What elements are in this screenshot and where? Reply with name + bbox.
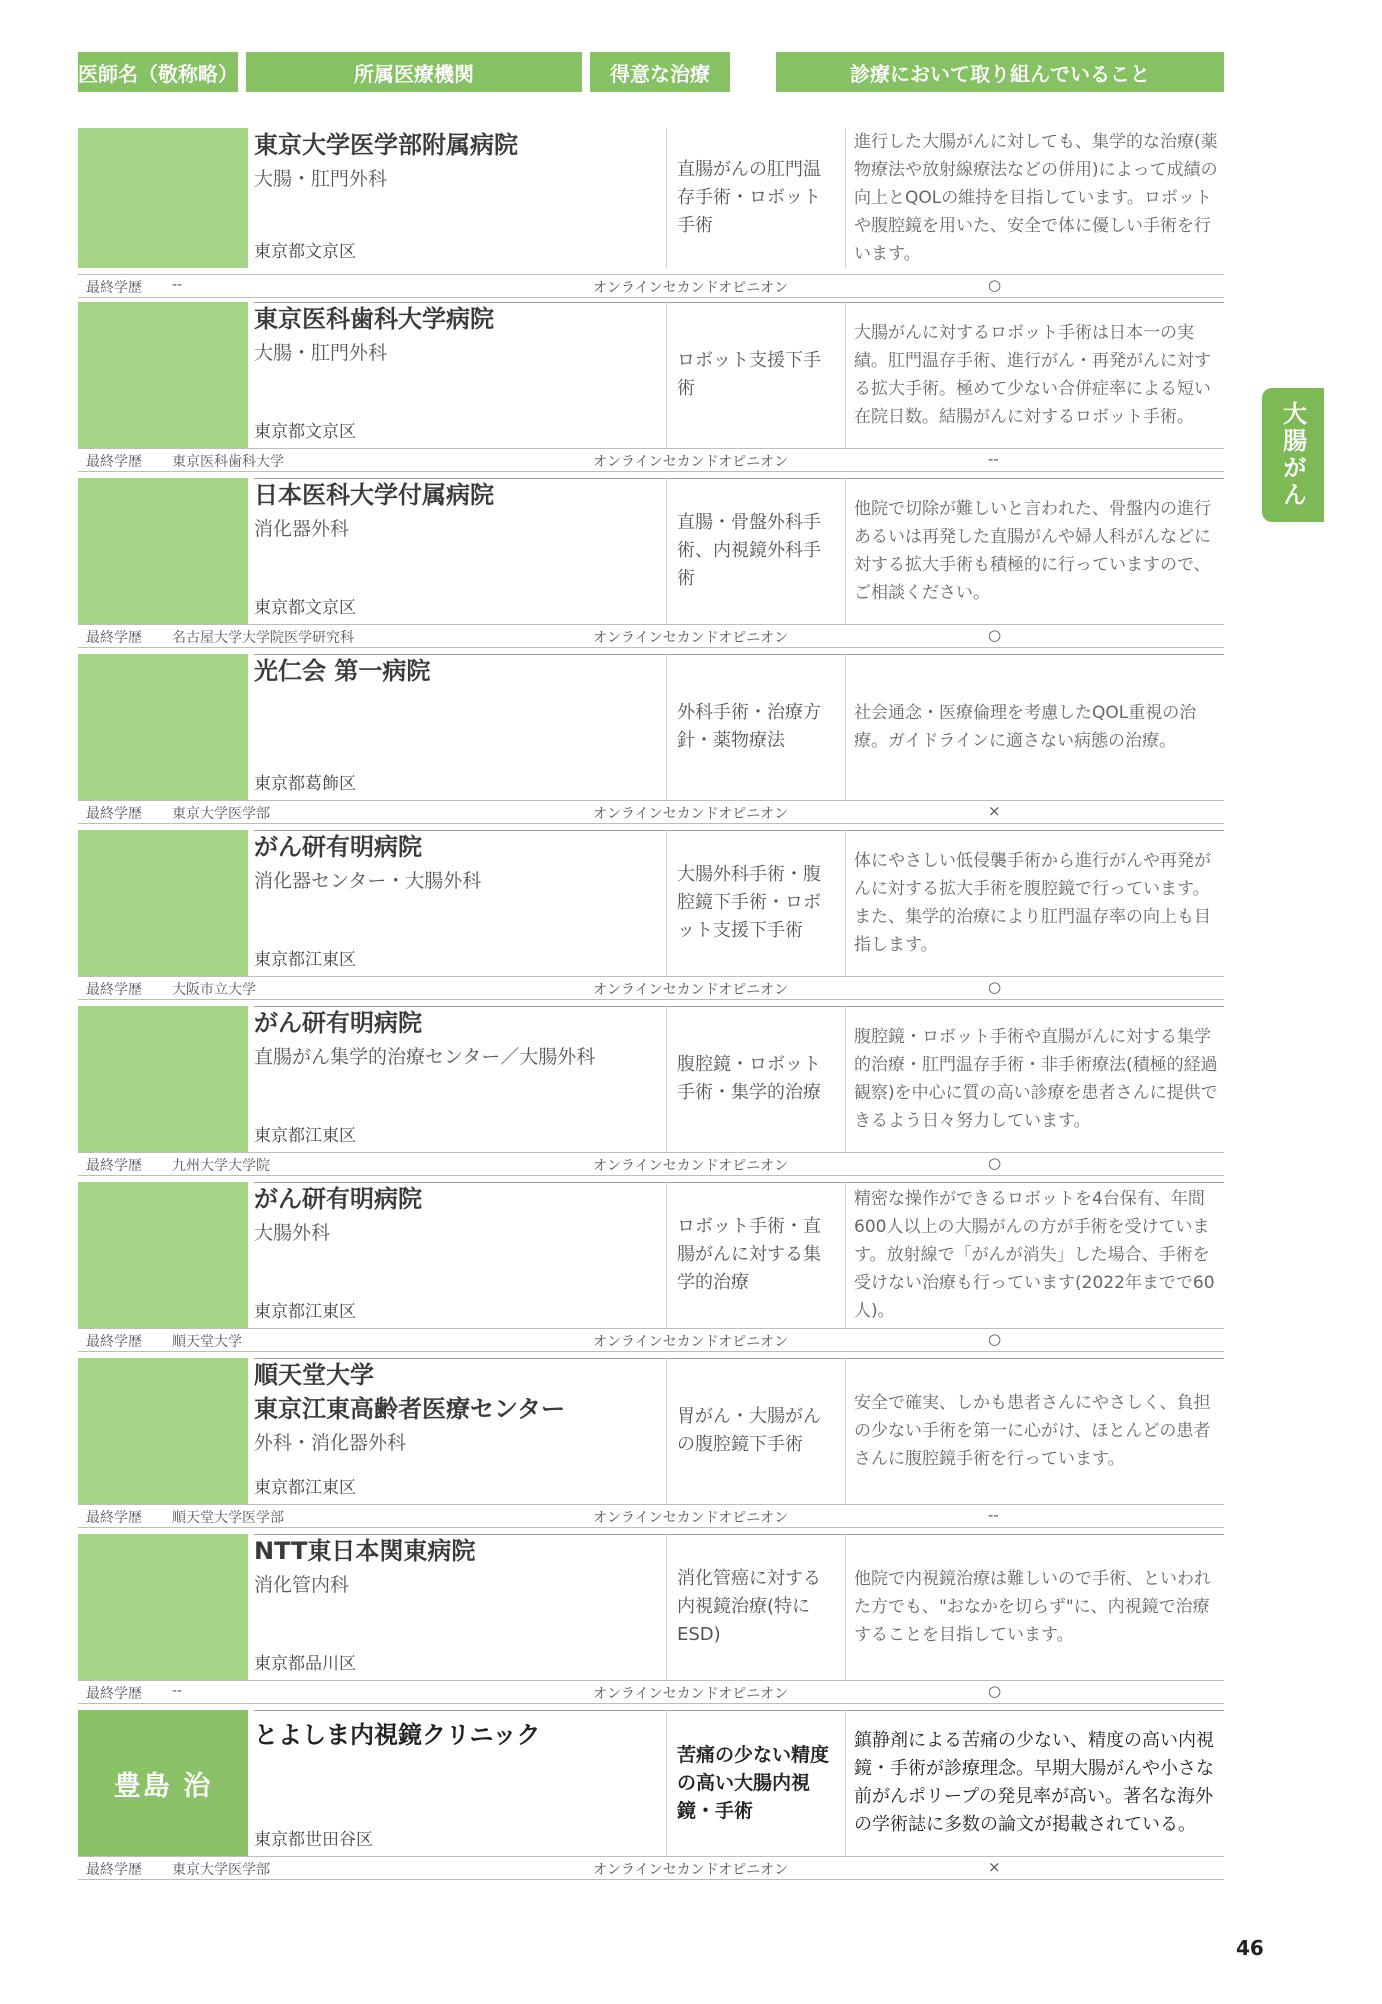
doctor-footer <box>78 1504 1224 1528</box>
doctor-name <box>78 128 248 268</box>
doctor-row <box>78 1006 1224 1174</box>
description-text: 他院で切除が難しいと言われた、骨盤内の進行あるいは再発した直腸がんや婦人科がんなどに対する拡大手術も積極的に行っていますので、ご相談ください。 <box>854 499 1211 603</box>
specialty-cell <box>666 830 846 976</box>
second-opinion-value: ○ <box>988 626 1002 644</box>
doctor-name <box>78 830 248 976</box>
doctor-row <box>78 1534 1224 1702</box>
department: 大腸・肛門外科 <box>254 342 388 364</box>
hospital-name: がん研有明病院 <box>254 1009 422 1037</box>
description-cell <box>854 302 1224 448</box>
doctor-row <box>78 1182 1224 1350</box>
second-opinion-label: オンラインセカンドオピニオン <box>593 1158 789 1174</box>
second-opinion-label: オンラインセカンドオピニオン <box>593 1510 789 1526</box>
hospital-name: とよしま内視鏡クリニック <box>254 1721 541 1749</box>
second-opinion-label: オンラインセカンドオピニオン <box>593 1686 789 1702</box>
specialty-cell <box>666 128 846 268</box>
hospital-address: 東京都江東区 <box>254 1478 356 1498</box>
specialty-cell <box>666 1006 846 1152</box>
hospital-cell <box>254 1182 660 1328</box>
second-opinion-value: ○ <box>988 1682 1002 1700</box>
department: 消化器外科 <box>254 518 350 540</box>
category-side-tab: 大腸がん <box>1262 388 1324 522</box>
hospital-address: 東京都江東区 <box>254 950 356 970</box>
second-opinion-label: オンラインセカンドオピニオン <box>593 280 789 296</box>
hospital-cell <box>254 830 660 976</box>
hospital-address: 東京都品川区 <box>254 1654 356 1674</box>
hospital-address: 東京都葛飾区 <box>254 774 356 794</box>
doctor-footer <box>78 800 1224 824</box>
specialty-text: ロボット支援下手術 <box>677 350 821 399</box>
doctor-name <box>78 478 248 624</box>
hospital-address: 東京都江東区 <box>254 1302 356 1322</box>
education-label: 最終学歴 <box>86 630 142 646</box>
description-text: 体にやさしい低侵襲手術から進行がんや再発がんに対する拡大手術を腹腔鏡で行っています。また、集学的治療により肛門温存率の向上も目指します。 <box>854 851 1211 955</box>
description-text: 安全で確実、しかも患者さんにやさしく、負担の少ない手術を第一に心がけ、ほとんどの患者さんに腹腔鏡手術を行っています。 <box>854 1393 1211 1469</box>
department: 消化管内科 <box>254 1574 350 1596</box>
doctor-footer <box>78 1328 1224 1352</box>
doctor-name <box>78 1534 248 1680</box>
department: 外科・消化器外科 <box>254 1432 407 1454</box>
second-opinion-value: -- <box>988 1506 999 1524</box>
education-label: 最終学歴 <box>86 1862 142 1878</box>
hospital-name: 日本医科大学付属病院 <box>254 481 494 509</box>
description-text: 社会通念・医療倫理を考慮したQOL重視の治療。ガイドラインに適さない病態の治療。 <box>854 703 1197 751</box>
specialty-cell <box>666 1710 846 1856</box>
second-opinion-value: ○ <box>988 978 1002 996</box>
description-text: 大腸がんに対するロボット手術は日本一の実績。肛門温存手術、進行がん・再発がんに対する拡大手術。極めて少ない合併症率による短い在院日数。結腸がんに対するロボット手術。 <box>854 323 1211 427</box>
education-label: 最終学歴 <box>86 1158 142 1174</box>
specialty-cell <box>666 302 846 448</box>
doctor-name <box>78 302 248 448</box>
hospital-name: NTT東日本関東病院 <box>254 1537 476 1565</box>
education-value: 九州大学大学院 <box>172 1158 270 1174</box>
hospital-address: 東京都世田谷区 <box>254 1830 373 1850</box>
hospital-name: 東京医科歯科大学病院 <box>254 305 494 333</box>
education-label: 最終学歴 <box>86 1334 142 1350</box>
doctor-footer <box>78 1680 1224 1704</box>
hospital-address: 東京都江東区 <box>254 1126 356 1146</box>
education-value: 名古屋大学大学院医学研究科 <box>172 630 354 646</box>
specialty-text: 直腸がんの肛門温存手術・ロボット手術 <box>677 159 821 236</box>
doctor-footer <box>78 1152 1224 1176</box>
department: 大腸外科 <box>254 1222 331 1244</box>
hospital-cell <box>254 1358 660 1504</box>
specialty-cell <box>666 1182 846 1328</box>
education-label: 最終学歴 <box>86 982 142 998</box>
header-specialty: 得意な治療 <box>590 52 730 92</box>
second-opinion-value: -- <box>988 450 999 468</box>
doctor-row <box>78 1710 1224 1878</box>
specialty-text: 直腸・骨盤外科手術、内視鏡外科手術 <box>677 512 821 589</box>
hospital-cell <box>254 1534 660 1680</box>
hospital-cell <box>254 302 660 448</box>
header-work: 診療において取り組んでいること <box>776 52 1224 92</box>
second-opinion-value: ○ <box>988 1154 1002 1172</box>
education-value: 順天堂大学医学部 <box>172 1510 284 1526</box>
second-opinion-label: オンラインセカンドオピニオン <box>593 806 789 822</box>
hospital-address: 東京都文京区 <box>254 422 356 442</box>
education-value: 東京大学医学部 <box>172 806 270 822</box>
description-cell <box>854 1534 1224 1680</box>
specialty-text: ロボット手術・直腸がんに対する集学的治療 <box>677 1216 821 1293</box>
doctor-row <box>78 1358 1224 1526</box>
doctor-name <box>78 1358 248 1504</box>
specialty-cell <box>666 654 846 800</box>
page-number: 46 <box>1236 1936 1264 1960</box>
education-label: 最終学歴 <box>86 1510 142 1526</box>
description-text: 進行した大腸がんに対しても、集学的な治療(薬物療法や放射線療法などの併用)によって成績の向上とQOLの維持を目指しています。ロボットや腹腔鏡を用いた、安全で体に優しい手術を行います。 <box>854 132 1218 264</box>
description-cell <box>854 128 1224 268</box>
department: 大腸・肛門外科 <box>254 168 388 190</box>
second-opinion-label: オンラインセカンドオピニオン <box>593 1862 789 1878</box>
description-cell <box>854 1006 1224 1152</box>
doctor-row <box>78 302 1224 470</box>
education-label: 最終学歴 <box>86 1686 142 1702</box>
doctor-row <box>78 654 1224 822</box>
hospital-cell <box>254 1710 660 1856</box>
doctor-name <box>78 654 248 800</box>
specialty-text: 大腸外科手術・腹腔鏡下手術・ロボット支援下手術 <box>677 864 821 941</box>
department: 直腸がん集学的治療センター／大腸外科 <box>254 1046 596 1068</box>
specialty-text: 消化管癌に対する内視鏡治療(特にESD) <box>677 1568 821 1645</box>
description-text: 他院で内視鏡治療は難しいので手術、といわれた方でも、"おなかを切らず"に、内視鏡で治療することを目指しています。 <box>854 1569 1211 1645</box>
doctor-footer <box>78 274 1224 298</box>
hospital-cell <box>254 1006 660 1152</box>
second-opinion-label: オンラインセカンドオピニオン <box>593 454 789 470</box>
description-text: 腹腔鏡・ロボット手術や直腸がんに対する集学的治療・肛門温存手術・非手術療法(積極的経過観察)を中心に質の高い診療を患者さんに提供できるよう日々努力しています。 <box>854 1027 1218 1131</box>
education-label: 最終学歴 <box>86 280 142 296</box>
description-cell <box>854 654 1224 800</box>
department: 消化器センター・大腸外科 <box>254 870 482 892</box>
hospital-address: 東京都文京区 <box>254 598 356 618</box>
header-doctor-name: 医師名（敬称略） <box>78 52 238 92</box>
hospital-name: がん研有明病院 <box>254 833 422 861</box>
doctor-footer <box>78 976 1224 1000</box>
education-value: 東京医科歯科大学 <box>172 454 284 470</box>
specialty-cell <box>666 478 846 624</box>
education-label: 最終学歴 <box>86 454 142 470</box>
doctor-name: 豊島 治 <box>78 1710 248 1856</box>
description-cell <box>854 830 1224 976</box>
second-opinion-label: オンラインセカンドオピニオン <box>593 630 789 646</box>
education-label: 最終学歴 <box>86 806 142 822</box>
description-text: 精密な操作ができるロボットを4台保有、年間600人以上の大腸がんの方が手術を受けています。放射線で「がんが消失」した場合、手術を受けない治療も行っています(2022年までで60人)。 <box>854 1189 1215 1321</box>
hospital-cell <box>254 478 660 624</box>
doctor-footer <box>78 624 1224 648</box>
second-opinion-value: × <box>988 1858 1001 1876</box>
education-value: 大阪市立大学 <box>172 982 256 998</box>
header-hospital: 所属医療機関 <box>246 52 582 92</box>
doctor-row <box>78 830 1224 998</box>
hospital-cell <box>254 654 660 800</box>
specialty-text: 腹腔鏡・ロボット手術・集学的治療 <box>677 1054 821 1103</box>
specialty-text: 胃がん・大腸がんの腹腔鏡下手術 <box>677 1406 821 1455</box>
specialty-cell <box>666 1358 846 1504</box>
hospital-name: 東京大学医学部附属病院 <box>254 131 518 159</box>
second-opinion-label: オンラインセカンドオピニオン <box>593 1334 789 1350</box>
doctor-footer <box>78 448 1224 472</box>
second-opinion-value: ○ <box>988 1330 1002 1348</box>
second-opinion-value: ○ <box>988 276 1002 294</box>
specialty-cell <box>666 1534 846 1680</box>
doctor-name <box>78 1182 248 1328</box>
description-cell <box>854 478 1224 624</box>
second-opinion-value: × <box>988 802 1001 820</box>
doctor-name <box>78 1006 248 1152</box>
description-cell <box>854 1358 1224 1504</box>
hospital-name: がん研有明病院 <box>254 1185 422 1213</box>
description-text: 鎮静剤による苦痛の少ない、精度の高い内視鏡・手術が診療理念。早期大腸がんや小さな前がんポリープの発見率が高い。著名な海外の学術誌に多数の論文が掲載されている。 <box>854 1730 1214 1835</box>
education-value: -- <box>172 277 183 293</box>
hospital-address: 東京都文京区 <box>254 242 356 262</box>
hospital-name: 光仁会 第一病院 <box>254 657 431 685</box>
doctor-row <box>78 478 1224 646</box>
hospital-cell <box>254 128 660 268</box>
education-value: -- <box>172 1683 183 1699</box>
education-value: 順天堂大学 <box>172 1334 242 1350</box>
specialty-text: 外科手術・治療方針・薬物療法 <box>677 702 821 751</box>
specialty-text: 苦痛の少ない精度の高い大腸内視鏡・手術 <box>677 1744 830 1822</box>
education-value: 東京大学医学部 <box>172 1862 270 1878</box>
description-cell <box>854 1182 1224 1328</box>
hospital-name: 順天堂大学 東京江東高齢者医療センター <box>254 1361 566 1423</box>
doctor-footer <box>78 1856 1224 1880</box>
doctor-row <box>78 128 1224 296</box>
second-opinion-label: オンラインセカンドオピニオン <box>593 982 789 998</box>
description-cell <box>854 1710 1224 1856</box>
